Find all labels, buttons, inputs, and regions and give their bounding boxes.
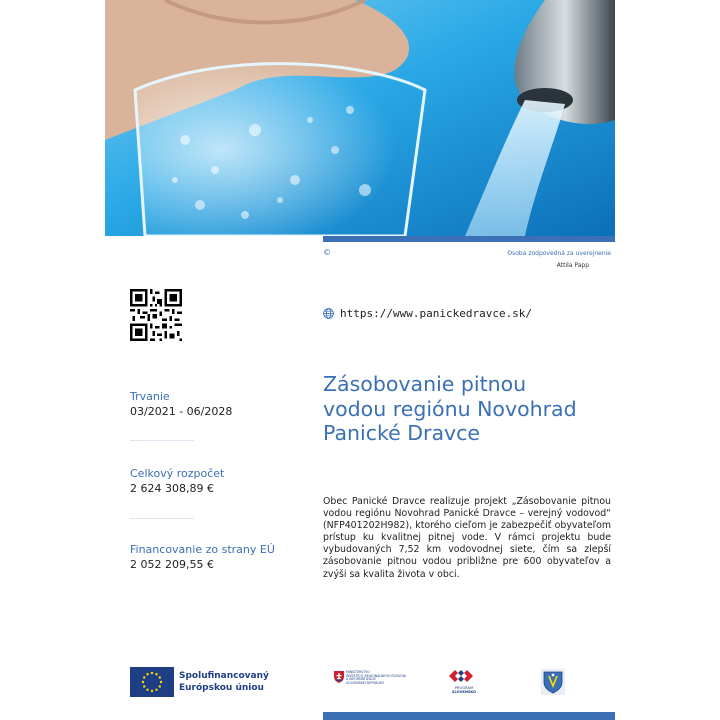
divider [130, 518, 194, 519]
eu-star [155, 689, 157, 691]
program-slovensko-logo [447, 668, 481, 696]
website-link[interactable] [323, 307, 532, 320]
ministry-line-4: SLOVENSKEJ REPUBLIKY [346, 680, 385, 685]
globe-icon [323, 308, 334, 319]
program-slovensko-icon [447, 668, 481, 684]
duration-value: 03/2021 - 06/2028 [130, 405, 233, 418]
eu-star [146, 673, 148, 675]
eu-cofinancing-text [179, 670, 269, 694]
divider [130, 440, 194, 441]
eu-funding-value: 2 052 209,55 € [130, 558, 214, 571]
eu-star [151, 690, 153, 692]
duration-label: Trvanie [130, 390, 170, 403]
program-line-1: PROGRAM [454, 686, 474, 690]
eu-star [155, 673, 157, 675]
eu-star [142, 681, 144, 683]
project-title: Zásobovanie pitnou vodou regiónu Novohrad Panické Dravce [323, 372, 577, 445]
municipal-crest-icon [541, 669, 565, 695]
eu-line-1: Spolufinancovaný [179, 671, 269, 681]
eu-line-2: Európskou úniou [179, 683, 264, 693]
top-accent-bar [323, 236, 615, 242]
eu-funding-label: Financovanie zo strany EÚ [130, 543, 275, 556]
project-poster [105, 0, 615, 720]
project-description: Obec Panické Dravce realizuje projekt „Zásobovanie pitnou vodou regiónu Novohrad Panické Dravce – verejný vodovod“ (NFP401202H982), ktorého cieľom je zabezpečiť obyvateľom prístup ku kvalitnej pitnej vode. V rámci projektu bude vybudovaných 7,52 km vodovodnej siete, čím sa zlepší zásobovanie pitnou vodou približne pre 600 obyvateľov a zvýši sa kvalita života v obci. [323, 496, 611, 580]
eu-funding-block [130, 543, 310, 572]
ministry-text [346, 671, 406, 685]
eu-star [159, 685, 161, 687]
program-line-2: SLOVENSKO [451, 690, 477, 694]
budget-value: 2 624 308,89 € [130, 482, 214, 495]
responsible-person-label: Osoba zodpovedná za uverejnenie [507, 250, 611, 257]
eu-star [151, 672, 153, 674]
ministry-line-1: MINISTERSTVO [346, 670, 370, 674]
duration-block [130, 390, 310, 419]
eu-star [159, 676, 161, 678]
eu-star [160, 681, 162, 683]
budget-label: Celkový rozpočet [130, 467, 225, 480]
eu-star [143, 676, 145, 678]
responsible-person-name: Attila Papp [556, 262, 589, 269]
program-text [447, 686, 481, 694]
eu-star [143, 685, 145, 687]
slovak-coat-of-arms-icon [334, 671, 344, 683]
ministry-logo [334, 671, 414, 693]
ministry-line-2: INVESTÍCIÍ, REGIONÁLNEHO ROZVOJA [346, 673, 406, 678]
eu-star [146, 689, 148, 691]
eu-flag-icon [130, 667, 174, 697]
budget-block [130, 467, 310, 496]
qr-code[interactable] [130, 289, 182, 341]
water-glass-photo [105, 0, 615, 236]
copyright-mark: © [323, 248, 331, 257]
ministry-line-3: A INFORMATIZÁCIE [346, 677, 377, 682]
bottom-accent-bar [323, 712, 615, 720]
website-url[interactable]: https://www.panickedravce.sk/ [340, 307, 533, 320]
